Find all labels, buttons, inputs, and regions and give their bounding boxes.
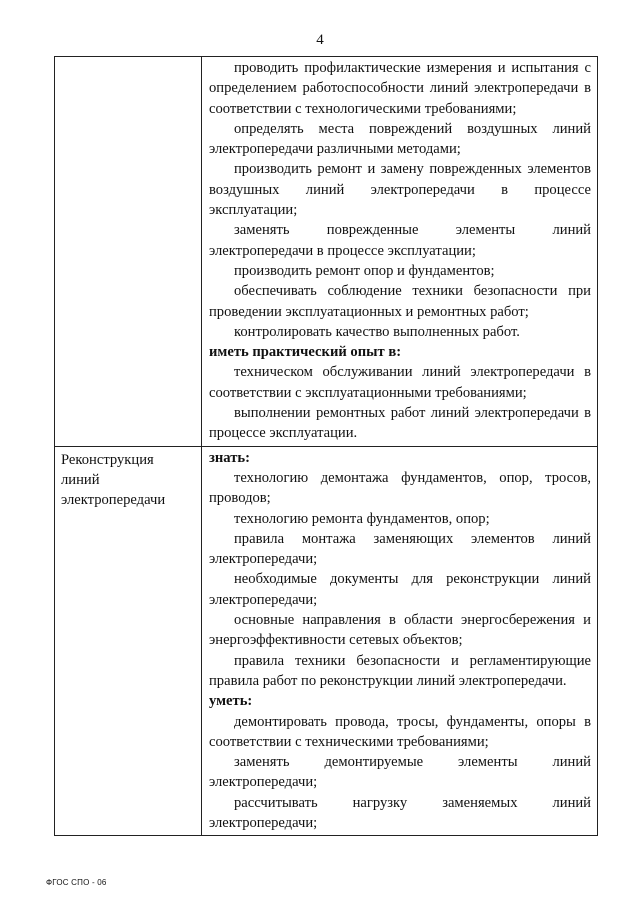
experience-heading: иметь практический опыт в: [209,344,402,361]
list-item: техническом обслуживании линий электропередачи в соответствии с эксплуатационными требованиями; [209,364,591,401]
list-item: рассчитывать нагрузку заменяемых линий электропередачи; [209,794,591,831]
table-row [55,57,598,447]
requirements-cell [202,57,598,447]
skills-heading: уметь: [209,693,253,710]
page-number: 4 [316,32,324,48]
list-item: проводить профилактические измерения и испытания с определением работоспособности линий электропередачи в соответствии с технологическими требованиями; [209,60,591,117]
list-item: демонтировать провода, тросы, фундаменты, опоры в соответствии с техническими требованиями; [209,713,591,750]
activity-cell [55,446,202,836]
list-item: правила монтажа заменяющих элементов линий электропередачи; [209,530,591,568]
activity-cell [55,57,202,447]
list-item: заменять поврежденные элементы линий электропередачи в процессе эксплуатации; [209,222,591,259]
table-row [55,446,598,836]
requirements-cell [202,446,598,836]
activity-label: Реконструкция линий электропередачи [61,451,166,509]
list-item: заменять демонтируемые элементы линий электропередачи; [209,754,591,791]
list-item: определять места повреждений воздушных линий электропередачи различными методами; [209,120,591,158]
list-item: правила техники безопасности и регламентирующие правила работ по реконструкции линий электропередачи. [209,652,591,689]
activity-label [55,57,201,63]
list-item: основные направления в области энергосбережения и энергоэффективности сетевых объектов; [209,612,591,649]
list-item: технологию демонтажа фундаментов, опор, тросов, проводов; [209,469,591,507]
list-item: производить ремонт и замену поврежденных элементов воздушных линий электропередачи в процессе эксплуатации; [209,161,591,219]
list-item: необходимые документы для реконструкции линий электропередачи; [209,571,591,608]
list-item: контролировать качество выполненных работ. [234,323,520,340]
know-heading: знать: [209,449,250,466]
competency-table [54,56,598,836]
list-item: производить ремонт опор и фундаментов; [234,262,495,279]
list-item: обеспечивать соблюдение техники безопасности при проведении эксплуатационных и ремонтных работ; [209,283,591,320]
list-item: технологию ремонта фундаментов, опор; [234,510,490,527]
list-item: выполнении ремонтных работ линий электропередачи в процессе эксплуатации. [209,405,591,442]
footer-label: ФГОС СПО - 06 [46,878,107,887]
